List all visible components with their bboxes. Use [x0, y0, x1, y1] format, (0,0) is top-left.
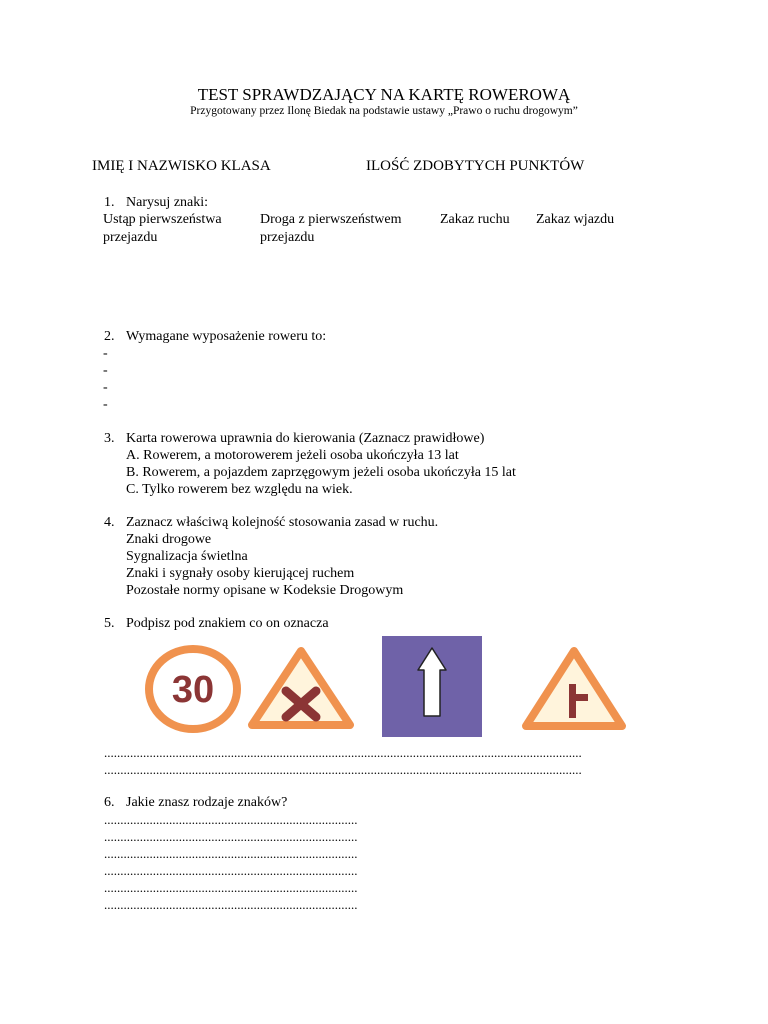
q3-option-a: A. Rowerem, a motorowerem jeżeli osoba ukończyła 13 lat	[126, 448, 459, 463]
side-road-junction-sign-icon	[520, 646, 628, 732]
q6-answer-line-1[interactable]: ..............................................................................	[104, 812, 358, 827]
question-6	[104, 796, 287, 810]
q6-answer-line-6[interactable]: ..............................................................................	[104, 897, 358, 912]
question-1-number: 1.	[104, 195, 115, 210]
q2-item-3: -	[103, 380, 108, 395]
speed-limit-value: 30	[171, 669, 215, 711]
speed-limit-sign-icon	[145, 646, 241, 732]
q1-sign-4-label: Zakaz wjazdu	[536, 212, 615, 227]
q2-item-1: -	[103, 346, 108, 361]
uncontrolled-crossroads-sign-icon	[246, 646, 356, 730]
name-class-label: IMIĘ I NAZWISKO KLASA	[92, 158, 271, 174]
q1-sign-2-line-1: Droga z pierwszeństwem	[260, 212, 402, 227]
question-4-number: 4.	[104, 515, 115, 530]
question-5-number: 5.	[104, 616, 115, 631]
one-way-road-sign-icon	[382, 636, 482, 737]
question-6-number: 6.	[104, 795, 115, 810]
q3-option-c: C. Tylko rowerem bez względu na wiek.	[126, 482, 353, 497]
question-5	[104, 617, 329, 631]
question-2	[104, 330, 326, 344]
question-2-text: Wymagane wyposażenie roweru to:	[126, 329, 327, 344]
q3-option-b: B. Rowerem, a pojazdem zaprzęgowym jeżeli osoba ukończyła 15 lat	[126, 465, 516, 480]
question-4	[104, 516, 438, 530]
question-2-number: 2.	[104, 329, 115, 344]
q5-answer-line-1[interactable]: ...................................................................................................................................................	[104, 745, 582, 760]
question-3	[104, 432, 484, 446]
q4-option-2: Sygnalizacja świetlna	[126, 549, 248, 564]
q5-answer-line-2[interactable]: ...................................................................................................................................................	[104, 762, 582, 777]
q2-item-4: -	[103, 397, 108, 412]
q1-sign-1-line-2: przejazdu	[103, 230, 158, 245]
q4-option-1: Znaki drogowe	[126, 532, 212, 547]
question-3-text: Karta rowerowa uprawnia do kierowania (Zaznacz prawidłowe)	[126, 431, 485, 446]
q4-option-4: Pozostałe normy opisane w Kodeksie Drogowym	[126, 583, 404, 598]
question-1	[104, 196, 208, 210]
q6-answer-line-3[interactable]: ..............................................................................	[104, 846, 358, 861]
page-subtitle: Przygotowany przez Ilonę Biedak na podstawie ustawy „Prawo o ruchu drogowym”	[190, 105, 578, 117]
page-title: TEST SPRAWDZAJĄCY NA KARTĘ ROWEROWĄ	[197, 85, 571, 104]
question-1-text: Narysuj znaki:	[126, 195, 209, 210]
q6-answer-line-2[interactable]: ..............................................................................	[104, 829, 358, 844]
q4-option-3: Znaki i sygnały osoby kierującej ruchem	[126, 566, 355, 581]
q6-answer-line-4[interactable]: ..............................................................................	[104, 863, 358, 878]
question-4-text: Zaznacz właściwą kolejność stosowania zasad w ruchu.	[126, 515, 439, 530]
question-6-text: Jakie znasz rodzaje znaków?	[126, 795, 288, 810]
q2-item-2: -	[103, 363, 108, 378]
q1-sign-2-line-2: przejazdu	[260, 230, 315, 245]
points-label: ILOŚĆ ZDOBYTYCH PUNKTÓW	[366, 158, 585, 174]
question-3-number: 3.	[104, 431, 115, 446]
q1-sign-3-label: Zakaz ruchu	[440, 212, 510, 227]
q6-answer-line-5[interactable]: ..............................................................................	[104, 880, 358, 895]
q1-sign-1-line-1: Ustąp pierwszeństwa	[103, 212, 222, 227]
question-5-text: Podpisz pod znakiem co on oznacza	[126, 616, 329, 631]
